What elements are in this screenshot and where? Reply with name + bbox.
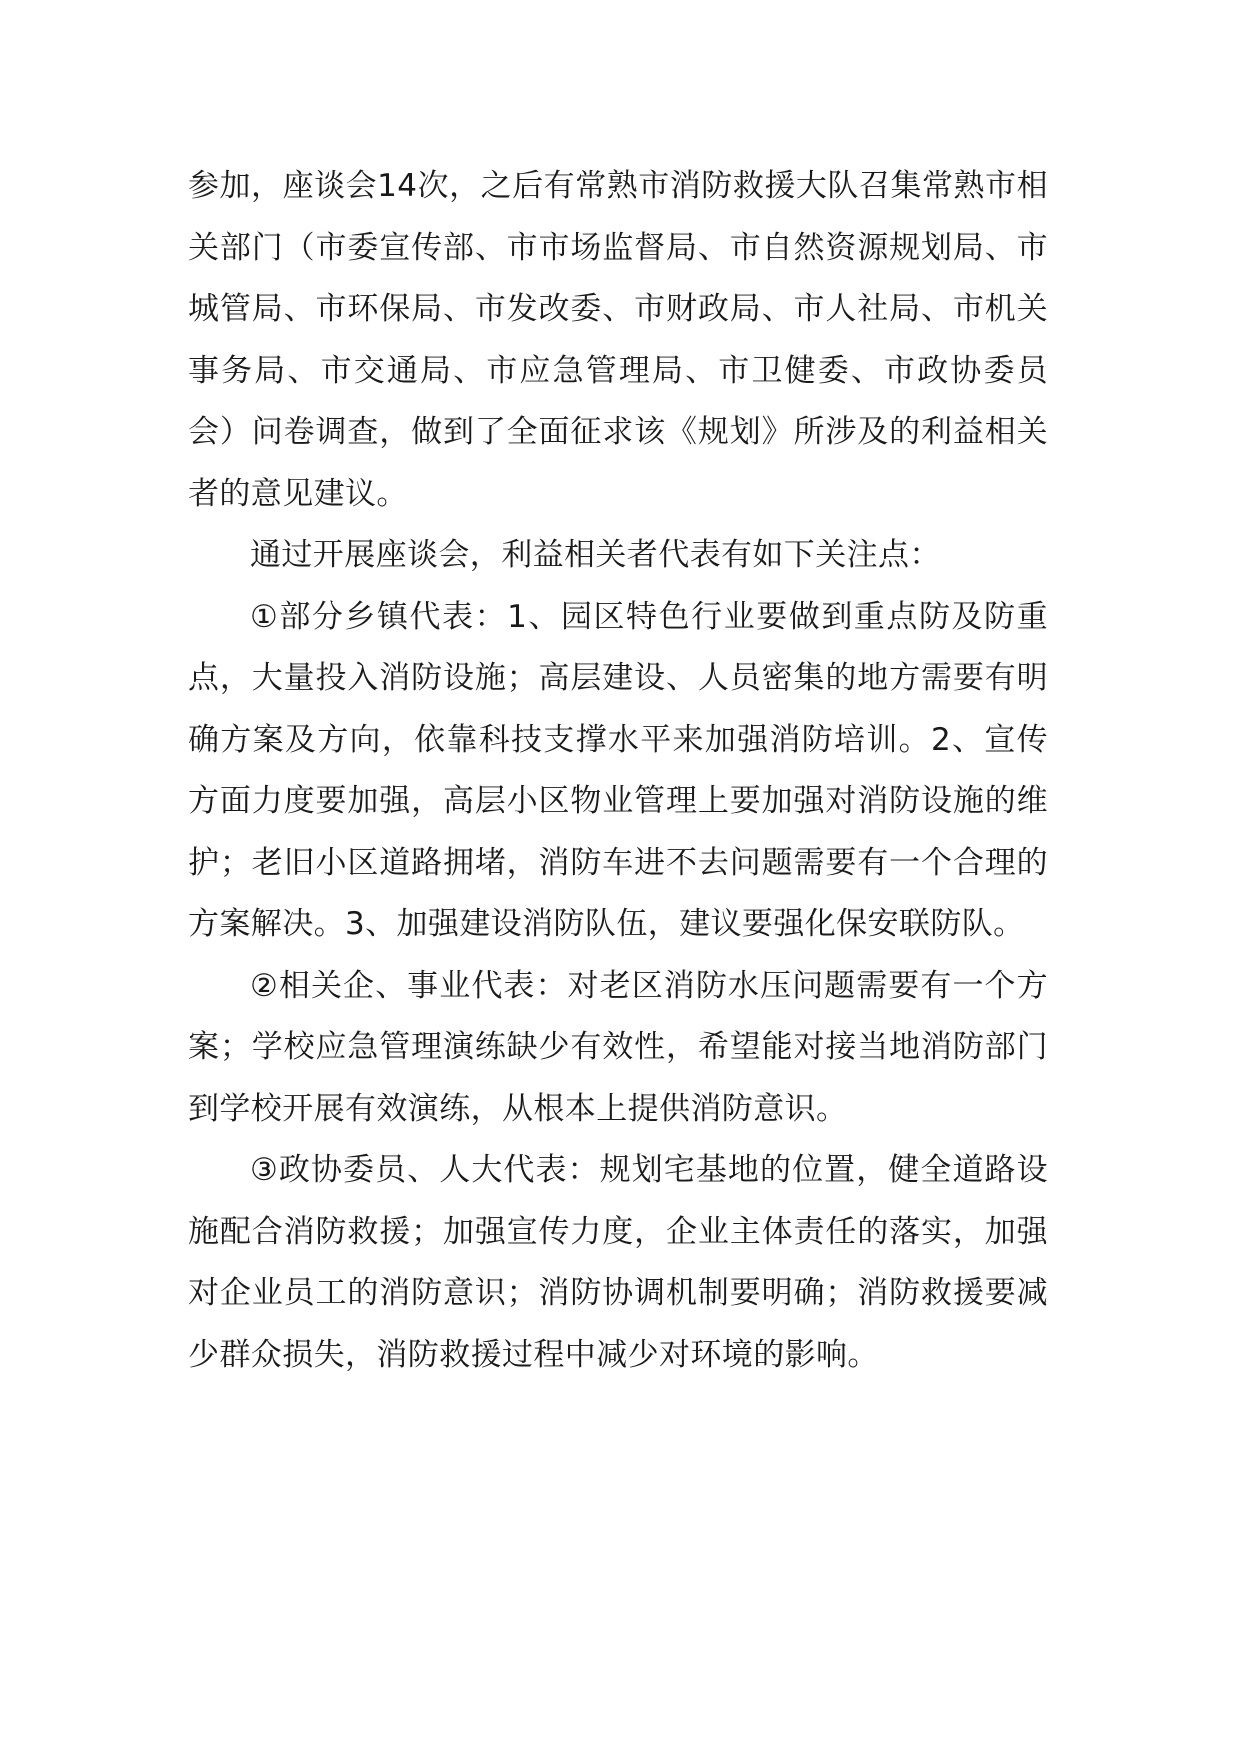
paragraph-cppcc-npc-representatives: ③政协委员、人大代表：规划宅基地的位置，健全道路设施配合消防救援；加强宣传力度，企业主体责任的落实，加强对企业员工的消防意识；消防协调机制要明确；消防救援要减少群众损失，消防救援过程中减少对环境的影响。 (188, 1152, 1048, 1373)
paragraph-enterprise-representatives: ②相关企、事业代表：对老区消防水压问题需要有一个方案；学校应急管理演练缺少有效性，希望能对接当地消防部门到学校开展有效演练，从根本上提供消防意识。 (188, 967, 1048, 1127)
paragraph-township-representatives: ①部分乡镇代表：1、园区特色行业要做到重点防及防重点，大量投入消防设施；高层建设、人员密集的地方需要有明确方案及方向，依靠科技支撑水平来加强消防培训。2、宣传方面力度要加强，高层小区物业管理上要加强对消防设施的维护；老旧小区道路拥堵，消防车进不去问题需要有一个合理的方案解决。3、加强建设消防队伍，建议要强化保安联防队。 (188, 598, 1048, 942)
paragraph-concerns-intro: 通过开展座谈会，利益相关者代表有如下关注点： (250, 537, 941, 573)
document-body (188, 156, 1048, 1386)
paragraph-participation-survey: 参加，座谈会14次，之后有常熟市消防救援大队召集常熟市相关部门（市委宣传部、市市场监督局、市自然资源规划局、市城管局、市环保局、市发改委、市财政局、市人社局、市机关事务局、市交通局、市应急管理局、市卫健委、市政协委员会）问卷调查，做到了全面征求该《规划》所涉及的利益相关者的意见建议。 (188, 168, 1048, 512)
